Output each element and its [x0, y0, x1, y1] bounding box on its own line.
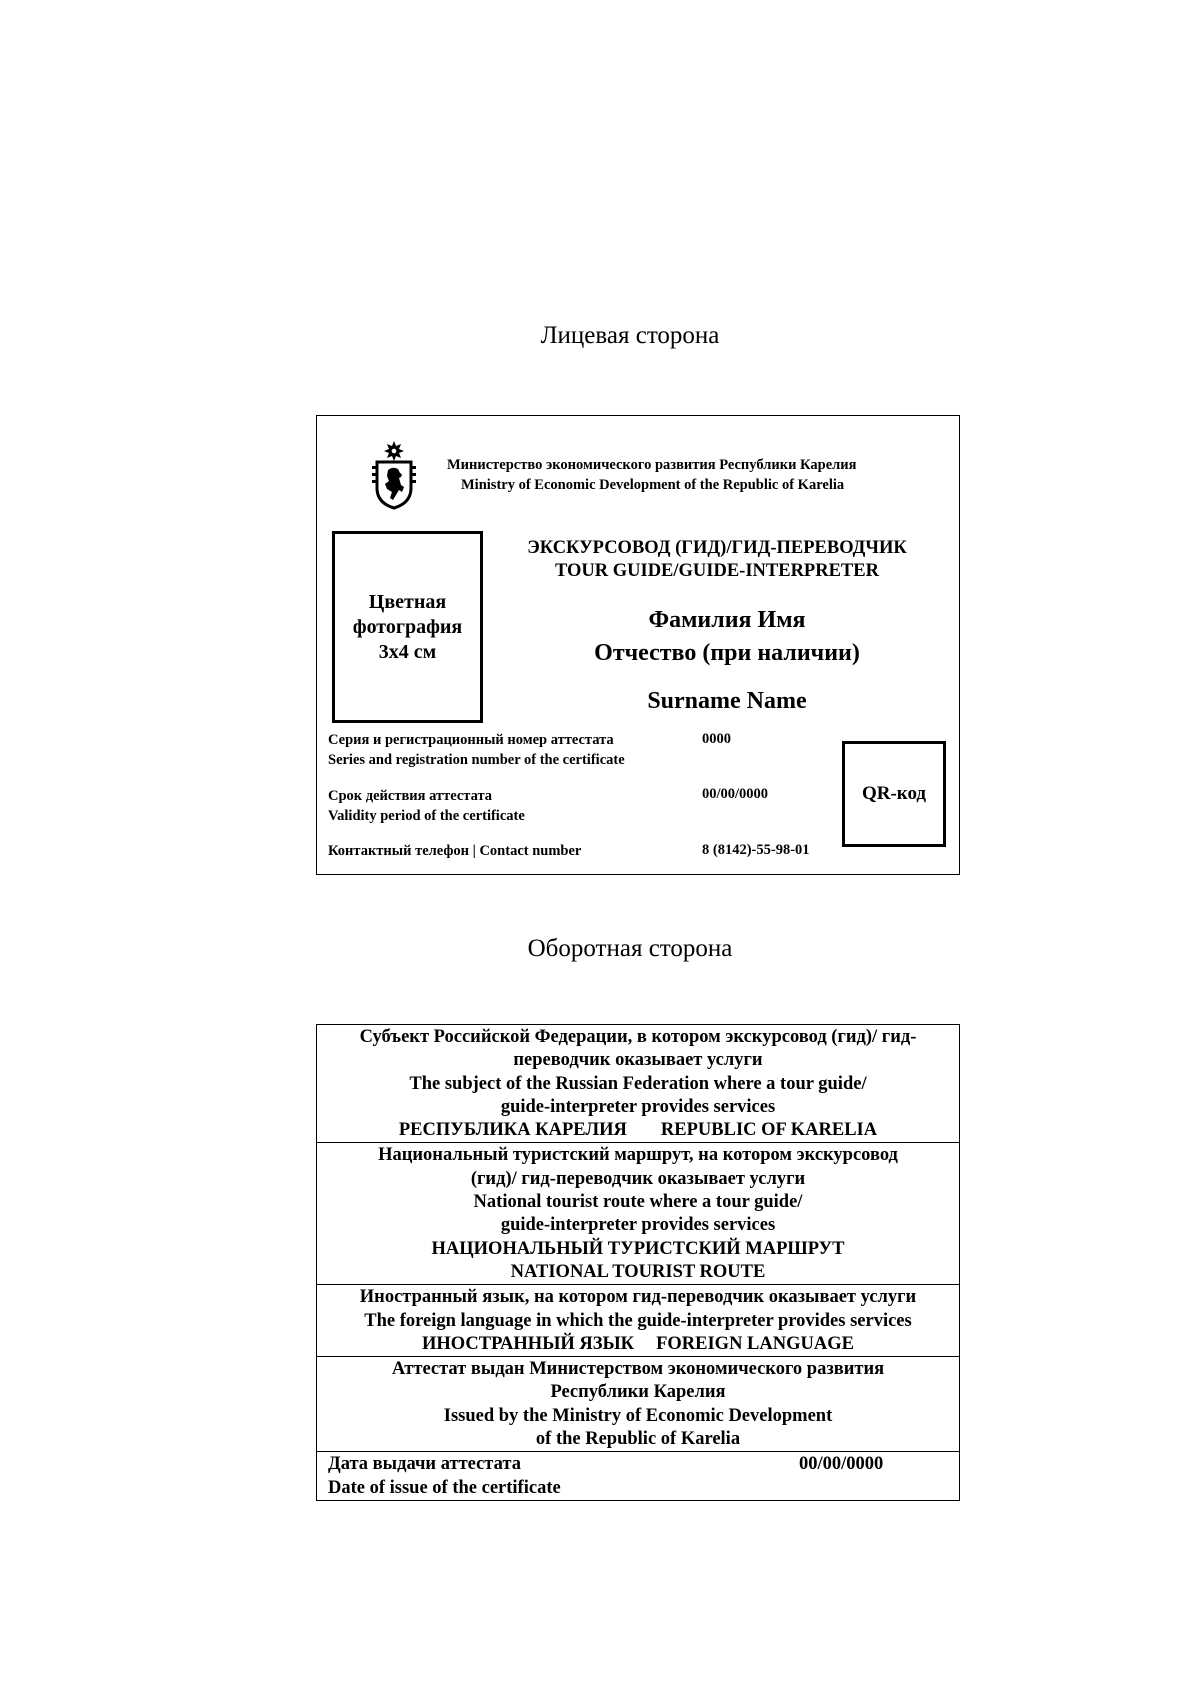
series-label-en: Series and registration number of the certificate: [328, 752, 625, 768]
validity-value: 00/00/0000: [702, 786, 769, 802]
photo-placeholder: [332, 531, 483, 723]
ministry-name-ru: Министерство экономического развития Республики Карелия: [447, 457, 857, 473]
issuer-section: [317, 1357, 959, 1452]
validity-label-ru: Срок действия аттестата: [328, 788, 492, 804]
route-line1: Национальный туристский маршрут, на котором экскурсовод: [378, 1145, 898, 1166]
holder-name-line2: Отчество (при наличии): [594, 640, 860, 666]
ministry-heading: [447, 455, 937, 495]
issue-date-section: [317, 1452, 959, 1500]
photo-label-line3: 3x4 см: [378, 640, 437, 663]
language-line1: Иностранный язык, на котором гид-переводчик оказывает услуги: [359, 1287, 917, 1308]
phone-value: 8 (8142)-55-98-01: [702, 842, 810, 858]
holder-name-line1: Фамилия Имя: [648, 607, 806, 633]
ministry-name-en: Ministry of Economic Development of the Republic of Karelia: [461, 477, 845, 493]
phone-label: Контактный телефон | Contact number: [328, 843, 582, 859]
series-value: 0000: [702, 731, 731, 747]
route-line3: National tourist route where a tour guide/: [473, 1192, 803, 1213]
language-line2: The foreign language in which the guide-interpreter provides services: [364, 1310, 912, 1331]
photo-label-line2: фотография: [352, 615, 463, 638]
route-line2: (гид)/ гид-переводчик оказывает услуги: [470, 1168, 806, 1189]
karelia-coat-of-arms-icon: [372, 440, 416, 510]
position-title-ru: ЭКСКУРСОВОД (ГИД)/ГИД-ПЕРЕВОДЧИК: [527, 538, 907, 558]
route-line4: guide-interpreter provides services: [500, 1215, 776, 1236]
position-title-en: TOUR GUIDE/GUIDE-INTERPRETER: [555, 561, 879, 581]
holder-name-ru: [517, 604, 937, 670]
issue-date-label-ru: Дата выдачи аттестата: [328, 1454, 521, 1475]
holder-name-en: Surname Name: [647, 688, 807, 714]
issue-date-value: 00/00/0000: [799, 1454, 884, 1475]
issuer-line3: Issued by the Ministry of Economic Development: [443, 1405, 833, 1426]
issue-date-label-en: Date of issue of the certificate: [328, 1477, 561, 1498]
front-side-caption: Лицевая сторона: [540, 322, 720, 349]
subject-value: [317, 1119, 959, 1142]
issuer-line4: of the Republic of Karelia: [535, 1429, 741, 1450]
back-side-table: [316, 1024, 960, 1501]
language-section: [317, 1285, 959, 1357]
subject-value-en: REPUBLIC OF KARELIA: [660, 1120, 878, 1141]
issue-date-label: [328, 1453, 561, 1500]
subject-section: [317, 1025, 959, 1143]
issuer-line2: Республики Карелия: [550, 1382, 726, 1403]
subject-line2: переводчик оказывает услуги: [513, 1050, 763, 1071]
series-label-ru: Серия и регистрационный номер аттестата: [328, 732, 614, 748]
series-label: [328, 730, 625, 770]
subject-line1: Субъект Российской Федерации, в котором экскурсовод (гид)/ гид-: [359, 1027, 917, 1047]
front-side-card: [316, 415, 960, 875]
route-value-en: NATIONAL TOURIST ROUTE: [510, 1261, 766, 1282]
subject-value-ru: РЕСПУБЛИКА КАРЕЛИЯ: [398, 1120, 627, 1141]
position-title: [502, 537, 932, 583]
qr-code-placeholder: QR-код: [842, 741, 946, 847]
route-section: [317, 1143, 959, 1285]
language-value-ru: ИНОСТРАННЫЙ ЯЗЫК: [422, 1333, 635, 1354]
validity-label: [328, 786, 525, 826]
issuer-line1: Аттестат выдан Министерством экономического развития: [391, 1359, 885, 1380]
route-value-ru: НАЦИОНАЛЬНЫЙ ТУРИСТСКИЙ МАРШРУТ: [431, 1238, 845, 1259]
photo-label-line1: Цветная: [368, 590, 447, 613]
subject-line4: guide-interpreter provides services: [500, 1096, 776, 1117]
language-value: [317, 1333, 959, 1356]
language-value-en: FOREIGN LANGUAGE: [656, 1333, 854, 1354]
back-side-caption: Оборотная сторона: [527, 935, 733, 962]
subject-line3: The subject of the Russian Federation where a tour guide/: [409, 1073, 867, 1094]
validity-label-en: Validity period of the certificate: [328, 808, 525, 824]
